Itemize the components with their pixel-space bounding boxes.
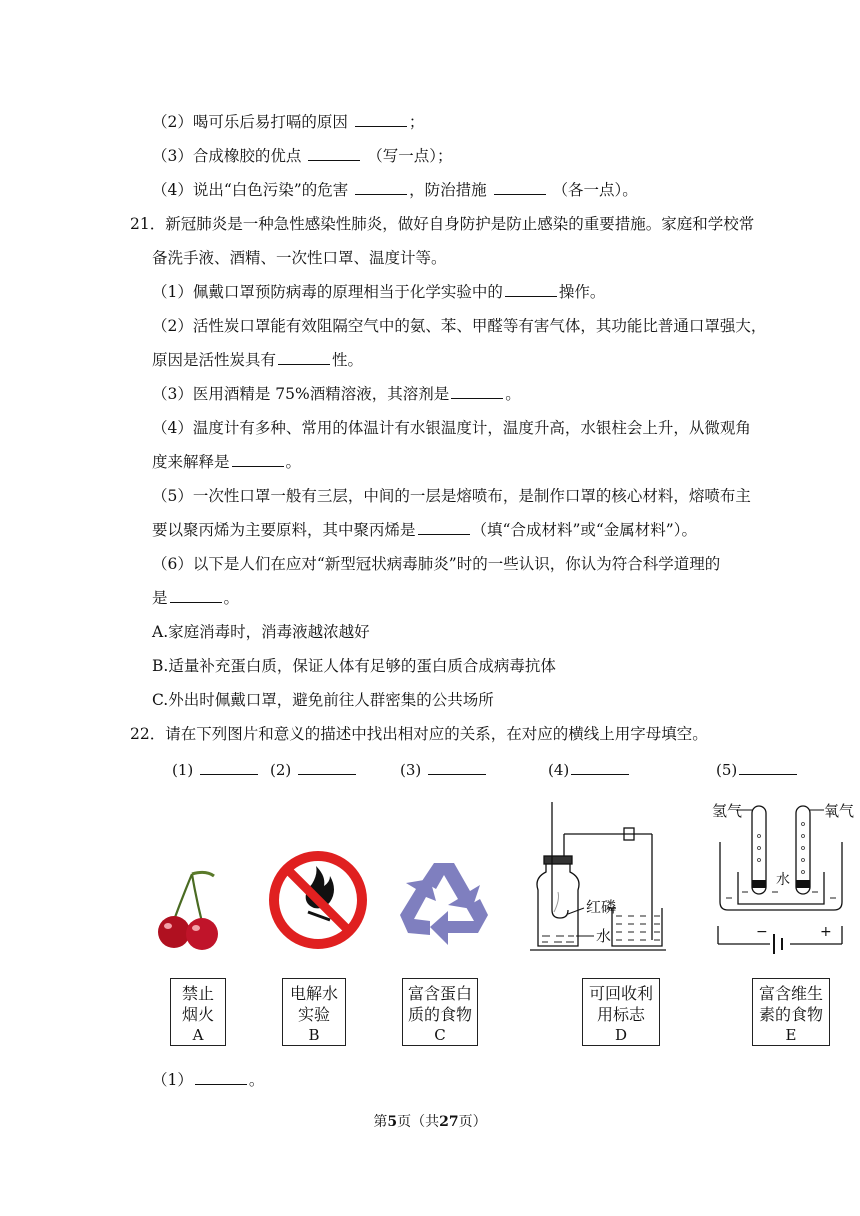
q20-part2 bbox=[152, 112, 424, 132]
text: 。 bbox=[285, 453, 302, 471]
text: ； bbox=[408, 113, 425, 131]
answer-blank[interactable] bbox=[571, 760, 629, 775]
answer-blank[interactable] bbox=[308, 146, 360, 161]
text: 度来解释是 bbox=[152, 453, 230, 471]
figure-label-4 bbox=[548, 760, 631, 779]
text: （写一点）； bbox=[367, 147, 453, 165]
answer-blank[interactable] bbox=[494, 180, 546, 195]
text: （4）说出“白色污染”的危害 bbox=[152, 181, 349, 199]
answer-blank[interactable] bbox=[355, 180, 407, 195]
q21-part6-line1: （6）以下是人们在应对“新型冠状病毒肺炎”时的一些认识，你认为符合科学道理的 bbox=[152, 555, 721, 573]
box-e bbox=[752, 978, 830, 1046]
red-phosphorus-label: 红磷 bbox=[586, 898, 617, 916]
box-text: 质的食物 bbox=[407, 1005, 472, 1024]
text: 。 bbox=[223, 589, 240, 607]
q20-part3 bbox=[152, 146, 453, 166]
answer-blank[interactable] bbox=[170, 588, 222, 603]
text: 页（共 bbox=[397, 1114, 440, 1130]
box-d bbox=[582, 978, 660, 1046]
text: ，防治措施 bbox=[409, 181, 487, 199]
text: （3）医用酒精是 75%酒精溶液，其溶剂是 bbox=[152, 385, 450, 403]
label: (2) bbox=[270, 761, 292, 779]
box-a bbox=[170, 978, 226, 1046]
figure-label-5 bbox=[716, 760, 799, 779]
figure-label-1 bbox=[172, 760, 260, 779]
box-text: 禁止 bbox=[181, 984, 214, 1003]
box-text: 用标志 bbox=[596, 1005, 645, 1024]
text: 是 bbox=[152, 589, 168, 607]
box-b bbox=[282, 978, 346, 1046]
q21-stem-2: 备洗手液、酒精、一次性口罩、温度计等。 bbox=[152, 249, 447, 267]
text: （填“合成材料”或“金属材料”）。 bbox=[471, 521, 697, 539]
total-pages: 27 bbox=[439, 1114, 459, 1130]
answer-blank[interactable] bbox=[739, 760, 797, 775]
answer-blank[interactable] bbox=[278, 350, 330, 365]
q20-part4 bbox=[152, 180, 638, 200]
box-letter: D bbox=[614, 1026, 628, 1044]
page-footer bbox=[0, 1111, 860, 1131]
water-label: 水 bbox=[596, 927, 612, 945]
cherries-image bbox=[152, 868, 232, 954]
q21-part2-line2 bbox=[152, 350, 363, 370]
q22-answer-1 bbox=[152, 1070, 264, 1090]
page-number: 5 bbox=[387, 1114, 398, 1130]
text: 要以聚丙烯为主要原料，其中聚丙烯是 bbox=[152, 521, 416, 539]
text: （3）合成橡胶的优点 bbox=[152, 147, 302, 165]
label: (1) bbox=[172, 761, 194, 779]
plus-sign: + bbox=[820, 924, 832, 940]
text: （2）喝可乐后易打嗝的原因 bbox=[152, 113, 348, 131]
q21-part5-line1: （5）一次性口罩一般有三层，中间的一层是熔喷布，是制作口罩的核心材料，熔喷布主 bbox=[152, 487, 751, 505]
text: （1） bbox=[152, 1071, 193, 1089]
box-text: 素的食物 bbox=[758, 1005, 823, 1024]
text: 性。 bbox=[332, 351, 364, 369]
text: 第 bbox=[373, 1114, 388, 1130]
box-text: 富含蛋白 bbox=[407, 984, 472, 1003]
answer-blank[interactable] bbox=[355, 112, 407, 127]
box-text: 实验 bbox=[297, 1005, 330, 1024]
q21-part6-line2 bbox=[152, 588, 239, 608]
text: 操作。 bbox=[558, 283, 606, 301]
minus-sign: − bbox=[756, 924, 768, 940]
electrolysis-apparatus-diagram bbox=[712, 796, 858, 960]
answer-blank[interactable] bbox=[298, 760, 356, 775]
answer-blank[interactable] bbox=[428, 760, 486, 775]
figure-label-3 bbox=[400, 760, 488, 779]
answer-blank[interactable] bbox=[200, 760, 258, 775]
box-letter: E bbox=[785, 1026, 797, 1044]
q22-stem: 22．请在下列图片和意义的描述中找出相对应的关系，在对应的横线上用字母填空。 bbox=[130, 725, 708, 743]
answer-blank[interactable] bbox=[232, 452, 284, 467]
option-c: C.外出时佩戴口罩，避免前往人群密集的公共场所 bbox=[152, 691, 494, 709]
figure-label-2 bbox=[270, 760, 358, 779]
q21-part1 bbox=[152, 282, 605, 302]
label: (5) bbox=[716, 761, 738, 779]
no-fire-sign-icon bbox=[268, 850, 368, 950]
label: (3) bbox=[400, 761, 422, 779]
water-label: 水 bbox=[776, 872, 790, 888]
box-c bbox=[402, 978, 478, 1046]
label: (4) bbox=[548, 761, 570, 779]
hydrogen-label: 氢气 bbox=[712, 802, 743, 820]
q21-part5-line2 bbox=[152, 520, 697, 540]
option-b: B.适量补充蛋白质，保证人体有足够的蛋白质合成病毒抗体 bbox=[152, 657, 556, 675]
box-letter: C bbox=[434, 1026, 446, 1044]
q21-stem-1: 21．新冠肺炎是一种急性感染性肺炎，做好自身防护是防止感染的重要措施。家庭和学校常 bbox=[130, 215, 755, 233]
q21-part4-line1: （4）温度计有多种、常用的体温计有水银温度计，温度升高，水银柱会上升，从微观角 bbox=[152, 419, 751, 437]
q21-part2-line1: （2）活性炭口罩能有效阻隔空气中的氨、苯、甲醛等有害气体，其功能比普通口罩强大， bbox=[152, 317, 767, 335]
option-a: A.家庭消毒时，消毒液越浓越好 bbox=[152, 623, 370, 641]
phosphorus-apparatus-diagram bbox=[528, 800, 668, 960]
text: 。 bbox=[505, 385, 521, 403]
text: 原因是活性炭具有 bbox=[152, 351, 277, 369]
text: 。 bbox=[248, 1071, 265, 1089]
answer-blank[interactable] bbox=[418, 520, 470, 535]
answer-blank[interactable] bbox=[505, 282, 557, 297]
box-text: 电解水 bbox=[289, 984, 338, 1003]
text: （各一点）。 bbox=[552, 181, 638, 199]
recycle-icon bbox=[396, 855, 500, 951]
box-text: 烟火 bbox=[181, 1005, 214, 1024]
box-text: 富含维生 bbox=[758, 984, 823, 1003]
text: 页） bbox=[458, 1114, 487, 1130]
oxygen-label: 氧气 bbox=[824, 802, 855, 820]
answer-blank[interactable] bbox=[451, 384, 503, 399]
q21-part4-line2 bbox=[152, 452, 301, 472]
box-text: 可回收利 bbox=[588, 984, 653, 1003]
q21-part3 bbox=[152, 384, 521, 404]
answer-blank[interactable] bbox=[195, 1070, 247, 1085]
box-letter: B bbox=[308, 1026, 320, 1044]
text: （1）佩戴口罩预防病毒的原理相当于化学实验中的 bbox=[152, 283, 503, 301]
box-letter: A bbox=[192, 1026, 204, 1044]
